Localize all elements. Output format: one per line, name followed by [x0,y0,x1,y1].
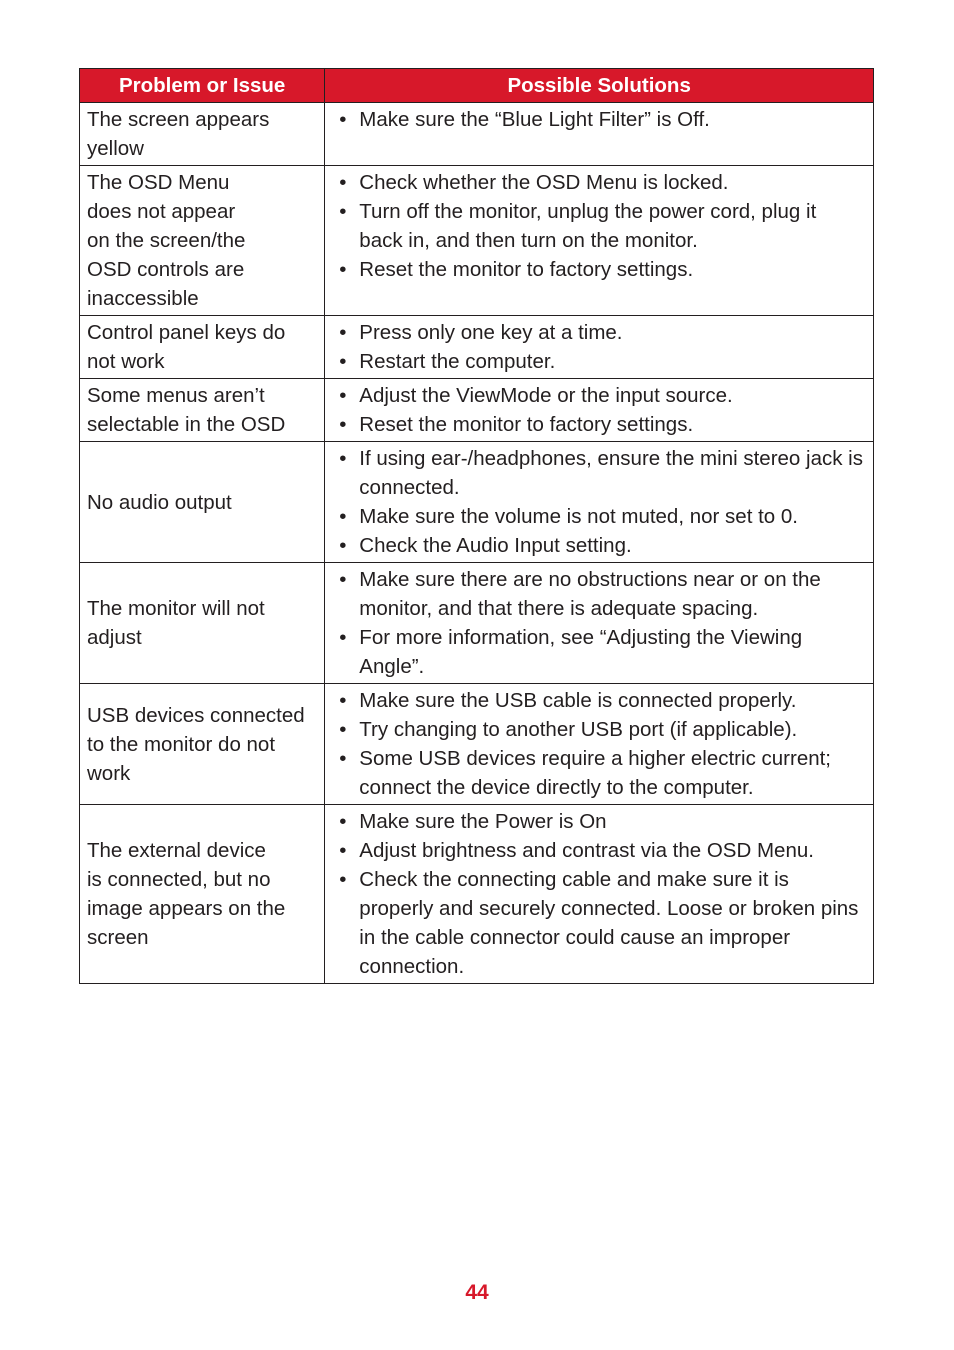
header-problem: Problem or Issue [80,69,325,103]
solution-list [337,686,865,802]
problem-cell [80,316,325,379]
problem-line: does not appear [87,200,236,223]
table-row [80,442,874,563]
problem-line: yellow [87,137,144,160]
solution-item: • For more information, see “Adjusting the Viewing Angle”. [337,623,865,681]
solution-item: • Check the connecting cable and make sure it is properly and securely connected. Loose or broken pins in the cable connector could cause an improper connection. [337,865,865,981]
problem-line: Control panel keys do [87,321,286,344]
solution-item: • Make sure the USB cable is connected properly. [337,686,865,715]
solution-item: • Check the Audio Input setting. [337,531,865,560]
problem-line: adjust [87,626,142,649]
problem-line: The external device [87,839,266,862]
solution-item: • Press only one key at a time. [337,318,865,347]
solution-list [337,381,865,439]
solution-cell [325,805,874,984]
solution-list [337,444,865,560]
problem-line: The monitor will not [87,597,265,620]
problem-cell [80,563,325,684]
solution-item: • If using ear-/headphones, ensure the mini stereo jack is connected. [337,444,865,502]
solution-cell [325,563,874,684]
problem-line: The screen appears [87,108,270,131]
problem-cell [80,684,325,805]
table-row [80,563,874,684]
problem-line: image appears on the [87,897,286,920]
problem-line: OSD controls are [87,258,245,281]
solution-list [337,318,865,376]
solution-cell [325,379,874,442]
problem-cell [80,166,325,316]
table-row [80,103,874,166]
solution-item: • Make sure the volume is not muted, nor set to 0. [337,502,865,531]
solution-item: • Turn off the monitor, unplug the power cord, plug it back in, and then turn on the monitor. [337,197,865,255]
problem-cell [80,805,325,984]
solution-list [337,105,865,134]
table-header-row [80,69,874,103]
problem-line: is connected, but no [87,868,271,891]
problem-line: Some menus aren’t [87,384,265,407]
solution-item: • Reset the monitor to factory settings. [337,255,865,284]
header-solutions: Possible Solutions [325,69,874,103]
solution-item: • Make sure the “Blue Light Filter” is Off. [337,105,865,134]
solution-item: • Adjust the ViewMode or the input source. [337,381,865,410]
problem-line: work [87,761,131,785]
solution-item: • Check whether the OSD Menu is locked. [337,168,865,197]
problem-line: to the monitor do not [87,732,276,756]
solution-item: • Adjust brightness and contrast via the OSD Menu. [337,836,865,865]
solution-list [337,807,865,981]
table-row [80,166,874,316]
problem-cell [80,103,325,166]
page-number: 44 [465,1281,489,1304]
solution-item: • Make sure the Power is On [337,807,865,836]
problem-cell [80,442,325,563]
problem-line: on the screen/the [87,229,246,252]
troubleshooting-table [79,68,874,984]
solution-cell [325,316,874,379]
problem-line: inaccessible [87,287,199,310]
solution-item: • Try changing to another USB port (if applicable). [337,715,865,744]
problem-line: USB devices connected [87,703,305,727]
solution-item: • Restart the computer. [337,347,865,376]
solution-cell [325,166,874,316]
solution-item: • Some USB devices require a higher electric current; connect the device directly to the computer. [337,744,865,802]
problem-line: No audio output [87,490,232,514]
table-row [80,379,874,442]
solution-list [337,565,865,681]
problem-line: screen [87,926,149,949]
solution-cell [325,103,874,166]
solution-cell [325,684,874,805]
table-row [80,805,874,984]
table-row [80,684,874,805]
solution-cell [325,442,874,563]
solution-item: • Make sure there are no obstructions near or on the monitor, and that there is adequate spacing. [337,565,865,623]
problem-line: selectable in the OSD [87,413,286,436]
problem-cell [80,379,325,442]
problem-line: not work [87,350,165,373]
problem-line: The OSD Menu [87,171,230,194]
table-row [80,316,874,379]
solution-list [337,168,865,284]
solution-item: • Reset the monitor to factory settings. [337,410,865,439]
